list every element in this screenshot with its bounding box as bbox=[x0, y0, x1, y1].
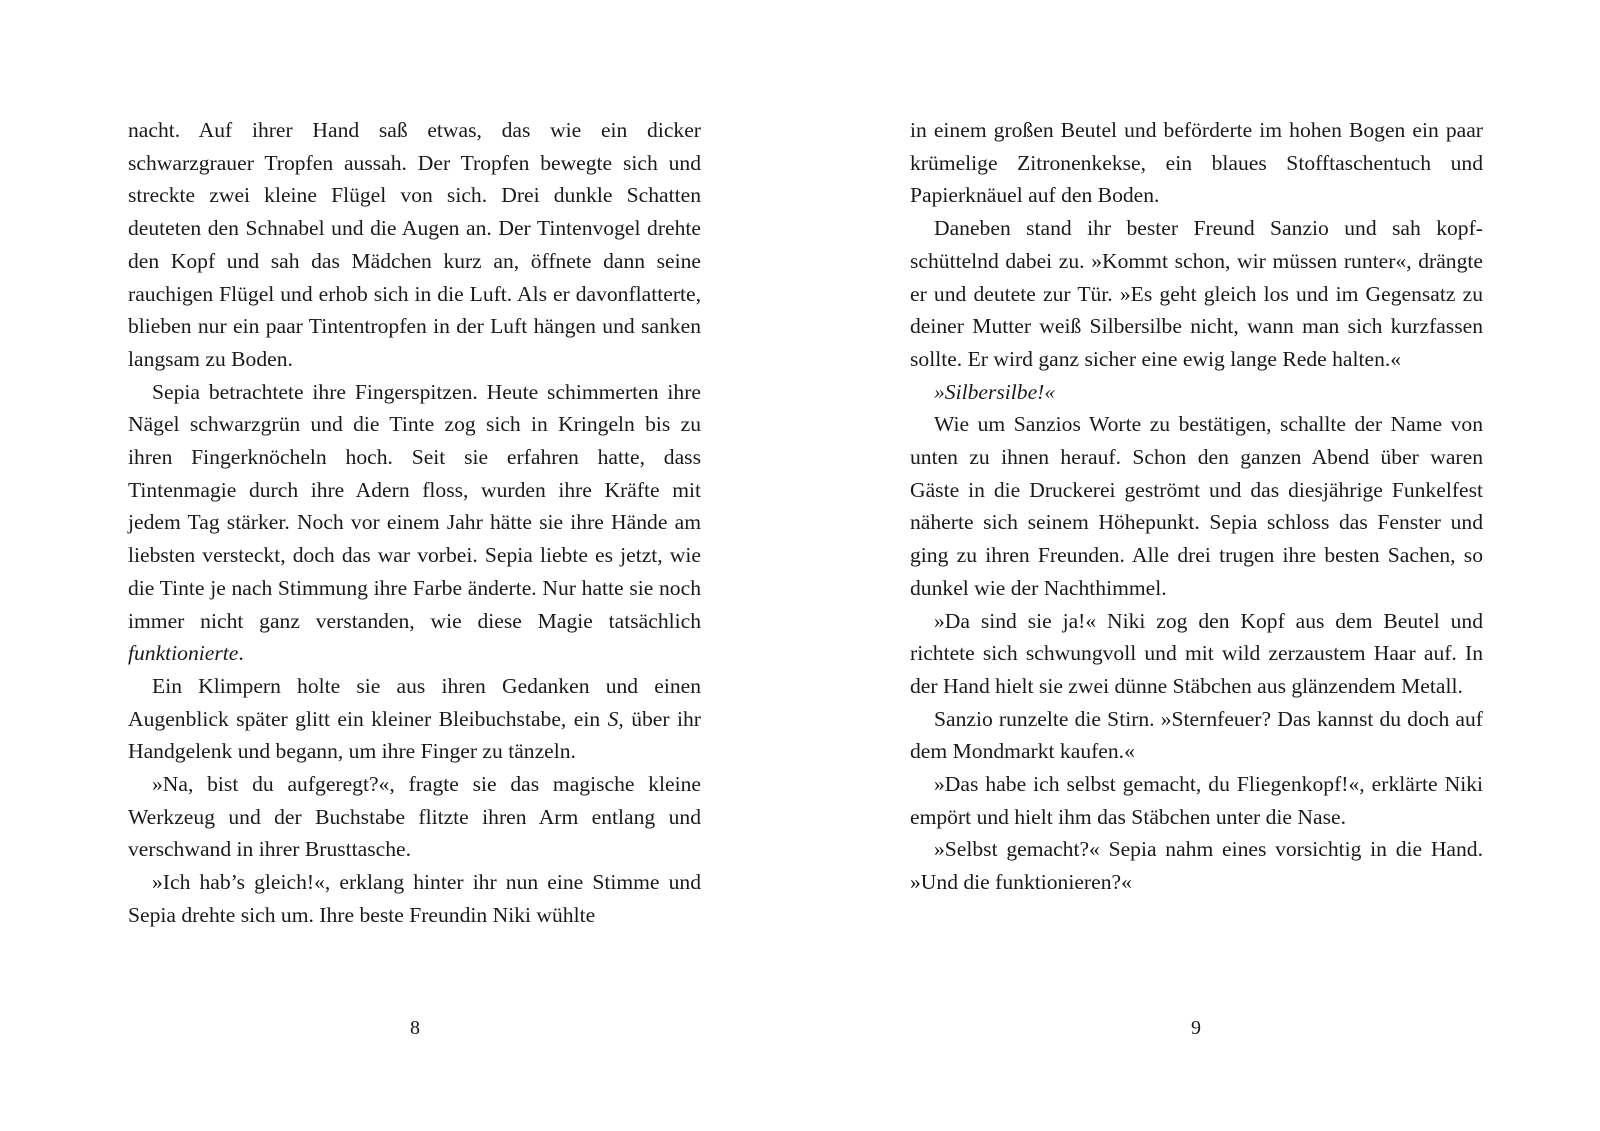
left-paragraph-3-text-b: , über ihr Handgelenk und begann, um ihre Finger zu tänzeln. bbox=[128, 706, 701, 764]
left-paragraph-2 bbox=[128, 376, 701, 670]
left-paragraph-3-emphasis: S bbox=[607, 706, 619, 731]
left-paragraph-2-end: . bbox=[238, 641, 244, 666]
right-paragraph-4: Wie um Sanzios Worte zu bestätigen, schallte der Name von unten zu ihnen herauf. Schon den ganzen Abend über waren Gäste in die Druckerei geströmt und das diesjährige Funkelfest näherte sich seinem Höhepunkt. Sepia schloss das Fenster und ging zu ihren Freunden. Alle drei trugen ihre besten Sachen, so dunkel wie der Nachthimmel. bbox=[910, 412, 1483, 600]
left-paragraph-4: »Na, bist du aufgeregt?«, fragte sie das magische kleine Werkzeug und der Buchstabe flitzte ihren Arm entlang und verschwand in ihrer Brusttasche. bbox=[128, 772, 701, 862]
right-page bbox=[910, 114, 1483, 899]
left-paragraph-3-text-a: Ein Klimpern holte sie aus ihren Gedanken und einen Augenblick später glitt ein kleiner Bleibuchstabe, ein bbox=[128, 673, 701, 731]
left-paragraph-5: »Ich hab’s gleich!«, erklang hinter ihr nun eine Stimme und Sepia drehte sich um. Ihre beste Freundin Niki wühlte bbox=[128, 870, 701, 927]
right-paragraph-6: Sanzio runzelte die Stirn. »Sternfeuer? Das kannst du doch auf dem Mondmarkt kaufen.« bbox=[910, 706, 1483, 764]
right-paragraph-5: »Da sind sie ja!« Niki zog den Kopf aus dem Beutel und richtete sich schwungvoll und mit wild zerzaustem Haar auf. In der Hand hielt sie zwei dünne Stäbchen aus glänzendem Metall. bbox=[910, 608, 1483, 698]
left-page bbox=[128, 114, 701, 932]
left-paragraph-3 bbox=[128, 670, 701, 768]
right-paragraph-8: »Selbst gemacht?« Sepia nahm eines vorsichtig in die Hand. »Und die funktionieren?« bbox=[910, 837, 1483, 895]
right-paragraph-1: in einem großen Beutel und beförderte im hohen Bogen ein paar krümelige Zitronenkekse, ein blaues Stofftaschentuch und Papierknäuel auf den Boden. bbox=[910, 118, 1483, 208]
right-paragraph-2: Daneben stand ihr bester Freund Sanzio und sah kopfschüttelnd dabei zu. »Kommt schon, wir müssen runter«, drängte er und deutete zur Tür. »Es geht gleich los und im Gegensatz zu deiner Mutter weiß Silbersilbe nicht, wann man sich kurzfassen sollte. Er wird ganz sicher eine ewig lange Rede halten.« bbox=[910, 216, 1483, 371]
left-paragraph-1: nacht. Auf ihrer Hand saß etwas, das wie ein dicker schwarzgrauer Tropfen aussah. Der Tropfen bewegte sich und streckte zwei kleine Flügel von sich. Drei dunkle Schatten deuteten den Schnabel und die Augen an. Der Tintenvogel drehte den Kopf und sah das Mädchen kurz an, öffnete dann seine rauchigen Flügel und erhob sich in die Luft. Als er davonflatterte, blieben nur ein paar Tintentropfen in der Luft hängen und sanken langsam zu Boden. bbox=[128, 118, 701, 371]
left-paragraph-2-emphasis: funktionierte bbox=[128, 641, 239, 666]
right-paragraph-3: »Silbersilbe!« bbox=[934, 379, 1056, 404]
page-number-right: 9 bbox=[1191, 1017, 1201, 1039]
left-paragraph-2-text: Sepia betrachtete ihre Fingerspitzen. Heute schimmerten ihre Nägel schwarzgrün und die Tinte zog sich in Kringeln bis zu ihren Fingerknöcheln hoch. Seit sie erfahren hatte, dass Tintenmagie durch ihre Adern floss, wurden ihre Kräfte mit jedem Tag stärker. Noch vor einem Jahr hätte sie ihre Hände am liebsten versteckt, doch das war vorbei. Sepia liebte es jetzt, wie die Tinte je nach Stimmung ihre Farbe änderte. Nur hatte sie noch immer nicht ganz verstanden, wie diese Magie tatsächlich bbox=[128, 379, 701, 633]
page-number-left: 8 bbox=[410, 1017, 420, 1039]
right-paragraph-7: »Das habe ich selbst gemacht, du Fliegenkopf!«, erklärte Niki empört und hielt ihm das Stäbchen unter die Nase. bbox=[910, 772, 1483, 829]
